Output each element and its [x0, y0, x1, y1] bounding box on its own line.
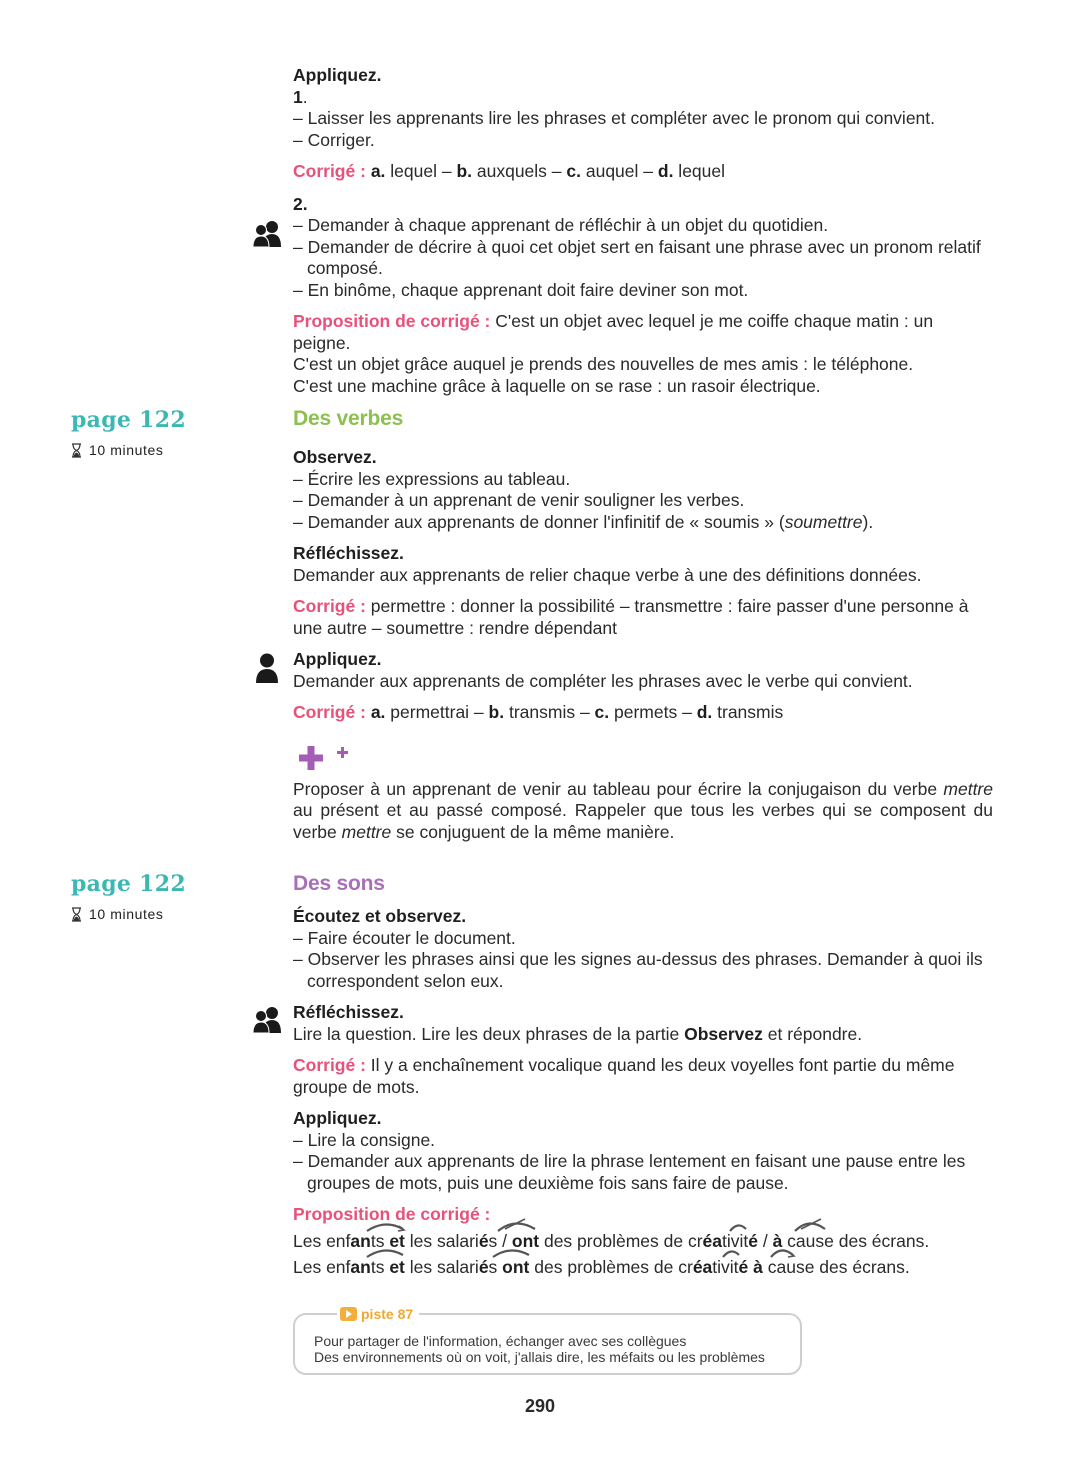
corrige: Corrigé : Il y a enchaînement vocalique quand les deux voyelles font partie du même groupe de mots. [293, 1055, 955, 1097]
corrige-appliquez: Corrigé : a. permettrai – b. transmis – c. permets – d. transmis [293, 702, 784, 722]
section-des-verbes [293, 406, 993, 843]
transcript-line: Des environnements où on voit, j'allais dire, les méfaits ou les problèmes [314, 1349, 765, 1365]
instruction-line: – Demander de décrire à quoi cet objet sert en faisant une phrase avec un pronom relatif composé. [293, 236, 981, 278]
appliquez-heading: Appliquez. [293, 649, 382, 669]
page-number: 290 [524, 1396, 556, 1416]
audio-track-label[interactable]: piste 87 [337, 1305, 419, 1323]
sentence-segment: Les enf [293, 1230, 351, 1251]
appliquez-heading: Appliquez. [293, 65, 382, 85]
appliquez-heading: Appliquez. [293, 1108, 382, 1128]
item-1-number: 1. [293, 86, 308, 107]
hourglass-icon [71, 907, 82, 922]
plus-plus-icon [299, 740, 993, 770]
instruction-line: – En binôme, chaque apprenant doit faire deviner son mot. [293, 279, 749, 300]
instruction-line: – Corriger. [293, 129, 375, 150]
liaison-sentence-2: Les enfants et les salariés ont des problèmes de créativité à cause des écrans. [293, 1257, 993, 1279]
reflechissez-text: Demander aux apprenants de relier chaque verbe à une des définitions données. [293, 564, 922, 585]
duration: 10 minutes [71, 441, 251, 459]
hourglass-icon [71, 443, 82, 458]
big-plus-icon [299, 746, 323, 770]
instruction-line: – Faire écouter le document. [293, 927, 516, 948]
corrige-reflechissez: Corrigé : permettre : donner la possibilité – transmettre : faire passer d'une personne à une autre – soumettre : rendre dépendant [293, 596, 969, 638]
duration: 10 minutes [71, 905, 251, 923]
instruction-line: – Écrire les expressions au tableau. [293, 468, 571, 489]
reflechissez-text: Lire la question. Lire les deux phrases de la partie Observez et répondre. [293, 1023, 863, 1044]
proposition-corrige: Proposition de corrigé : C'est un objet avec lequel je me coiffe chaque matin : un peigne. C'est un objet grâce auquel je prends des nouvelles de mes amis : le téléphone. C'est une machine grâce à laquelle on se rase : un rasoir électrique. [293, 311, 934, 396]
corrige-label: Corrigé : [293, 596, 366, 616]
corrige-label: Corrigé : [293, 161, 366, 181]
corrige-label: Corrigé : [293, 702, 366, 722]
pair-work-icon [252, 220, 284, 248]
sons-meta [71, 871, 251, 923]
pair-work-icon [252, 1006, 284, 1034]
corrige-1: Corrigé : a. lequel – b. auxquels – c. auquel – d. lequel [293, 161, 726, 181]
play-icon[interactable] [340, 1307, 357, 1321]
liaison-marks-icon [293, 1217, 993, 1233]
small-plus-icon [337, 747, 348, 758]
section-des-sons [293, 871, 993, 1279]
liaison-marks-icon [293, 1243, 993, 1259]
corrige-label: Corrigé : [293, 1055, 366, 1075]
observez-heading: Observez. [293, 447, 377, 467]
liaison-sentence-1: Les enfants et les salariés / ont des problèmes de créativité / à cause des écrans. [293, 1231, 993, 1253]
instruction-line: – Demander aux apprenants de donner l'infinitif de « soumis » (soumettre). [293, 511, 874, 532]
section-title: Des verbes [293, 407, 404, 430]
individual-work-icon [256, 653, 278, 683]
instruction-line: – Demander à chaque apprenant de réfléchir à un objet du quotidien. [293, 215, 829, 235]
reflechissez-heading: Réfléchissez. [293, 1002, 404, 1022]
page-ref: page 122 [71, 407, 186, 433]
audio-transcript-box [293, 1306, 802, 1375]
instruction-line: – Lire la consigne. [293, 1129, 436, 1150]
ecoutez-heading: Écoutez et observez. [293, 906, 467, 926]
reflechissez-heading: Réfléchissez. [293, 543, 404, 563]
section-title: Des sons [293, 872, 385, 895]
instruction-line: – Demander aux apprenants de lire la phrase lentement en faisant une pause entre les groupes de mots, puis une deuxième fois sans faire de pause. [293, 1151, 966, 1193]
page-ref: page 122 [71, 871, 186, 897]
instruction-line: – Laisser les apprenants lire les phrases et compléter avec le pronom qui convient. [293, 108, 936, 128]
proposition-label: Proposition de corrigé : [293, 1204, 491, 1224]
item-2-number: 2. [293, 193, 308, 214]
instruction-line: – Demander à un apprenant de venir souligner les verbes. [293, 490, 745, 510]
verbes-meta [71, 407, 251, 459]
appliquez-text: Demander aux apprenants de compléter les phrases avec le verbe qui convient. [293, 670, 913, 691]
instruction-line: – Observer les phrases ainsi que les signes au-dessus des phrases. Demander à quoi ils correspondent selon eux. [293, 949, 983, 991]
sentence-segment: Les enf [293, 1257, 351, 1277]
extension-text: Proposer à un apprenant de venir au tableau pour écrire la conjugaison du verbe mettre au présent et au passé composé. Rappeler que tous les verbes qui se composent du verbe mettre se conjuguent de la même manière. [293, 778, 993, 842]
transcript-line: Pour partager de l'information, échanger avec ses collègues [314, 1333, 687, 1349]
section-pronoms-appliquez [293, 65, 993, 397]
proposition-label: Proposition de corrigé : [293, 311, 491, 331]
